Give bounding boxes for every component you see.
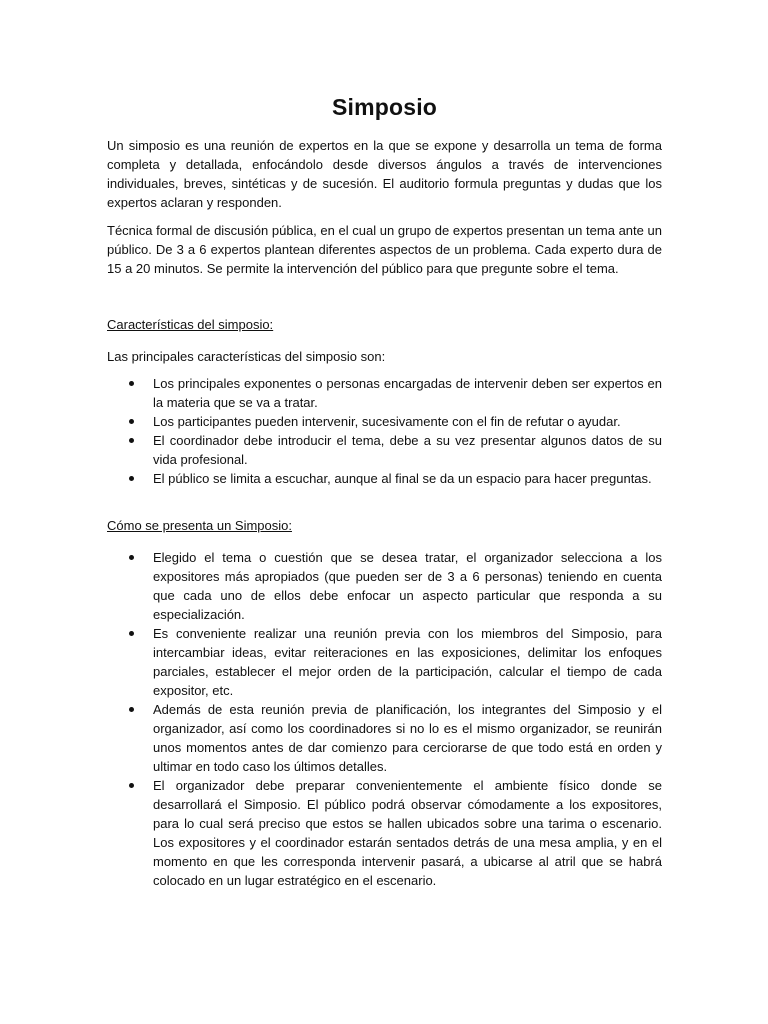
heading-caracteristicas: Características del simposio: <box>107 317 274 332</box>
section-spacer <box>107 488 662 516</box>
list-item <box>107 700 662 776</box>
list-item-text: Además de esta reunión previa de planificación, los integrantes del Simposio y el organizador, así como los coordinadores si no lo es el mismo organizador, se reunirán unos momentos antes de dar comienzo para cerciorarse de que todo está en orden y ultimar en todo caso los últimos detalles. <box>153 702 662 774</box>
paragraph-definition: Un simposio es una reunión de expertos en la que se expone y desarrolla un tema de forma completa y detallada, enfocándolo desde diversos ángulos a través de intervenciones individuales, breves, sintéticas y de sucesión. El auditorio formula preguntas y dudas que los expertos aclaran y responden. <box>107 138 662 210</box>
bullet-icon <box>129 631 134 636</box>
caracteristicas-list <box>107 374 662 488</box>
list-item <box>107 469 662 488</box>
bullet-icon <box>129 438 134 443</box>
bullet-icon <box>129 783 134 788</box>
list-item-text: El coordinador debe introducir el tema, debe a su vez presentar algunos datos de su vida profesional. <box>153 433 662 467</box>
list-item <box>107 624 662 700</box>
bullet-icon <box>129 476 134 481</box>
list-item-text: Los principales exponentes o personas encargadas de intervenir deben ser expertos en la materia que se va a tratar. <box>153 376 662 410</box>
paragraph-technique: Técnica formal de discusión pública, en el cual un grupo de expertos presentan un tema ante un público. De 3 a 6 expertos plantean diferentes aspectos de un problema. Cada experto dura de 15 a 20 minutos. Se permite la intervención del público para que pregunte sobre el tema. <box>107 223 662 276</box>
list-item <box>107 374 662 412</box>
list-item <box>107 548 662 624</box>
bullet-icon <box>129 381 134 386</box>
list-item <box>107 412 662 431</box>
list-item <box>107 776 662 890</box>
list-item <box>107 431 662 469</box>
list-item-text: El público se limita a escuchar, aunque al final se da un espacio para hacer preguntas. <box>153 471 652 486</box>
bullet-icon <box>129 419 134 424</box>
list-item-text: Los participantes pueden intervenir, sucesivamente con el fin de refutar o ayudar. <box>153 414 621 429</box>
heading-presentacion: Cómo se presenta un Simposio: <box>107 518 292 533</box>
bullet-icon <box>129 707 134 712</box>
list-item-text: Elegido el tema o cuestión que se desea tratar, el organizador selecciona a los expositores más apropiados (que pueden ser de 3 a 6 personas) teniendo en cuenta que cada uno de ellos debe enfocar un aspecto particular que responda a su especialización. <box>153 550 662 622</box>
list-item-text: El organizador debe preparar convenientemente el ambiente físico donde se desarrollará el Simposio. El público podrá observar cómodamente a los expositores, para lo cual será preciso que estos se hallen ubicados sobre una tarima o escenario. Los expositores y el coordinador estarán sentados detrás de una mesa amplia, y en el momento en que les corresponda intervenir pasará, a ubicarse al atril que se habrá colocado en un lugar estratégico en el escenario. <box>153 778 662 888</box>
caracteristicas-intro: Las principales características del simposio son: <box>107 349 386 364</box>
section-spacer <box>107 287 662 315</box>
list-item-text: Es conveniente realizar una reunión previa con los miembros del Simposio, para intercambiar ideas, evitar reiteraciones en las exposiciones, delimitar los enfoques parciales, establecer el mejor orden de la participación, calcular el tiempo de cada expositor, etc. <box>153 626 662 698</box>
bullet-icon <box>129 555 134 560</box>
page-title: Simposio <box>331 94 438 120</box>
presentacion-list <box>107 548 662 890</box>
